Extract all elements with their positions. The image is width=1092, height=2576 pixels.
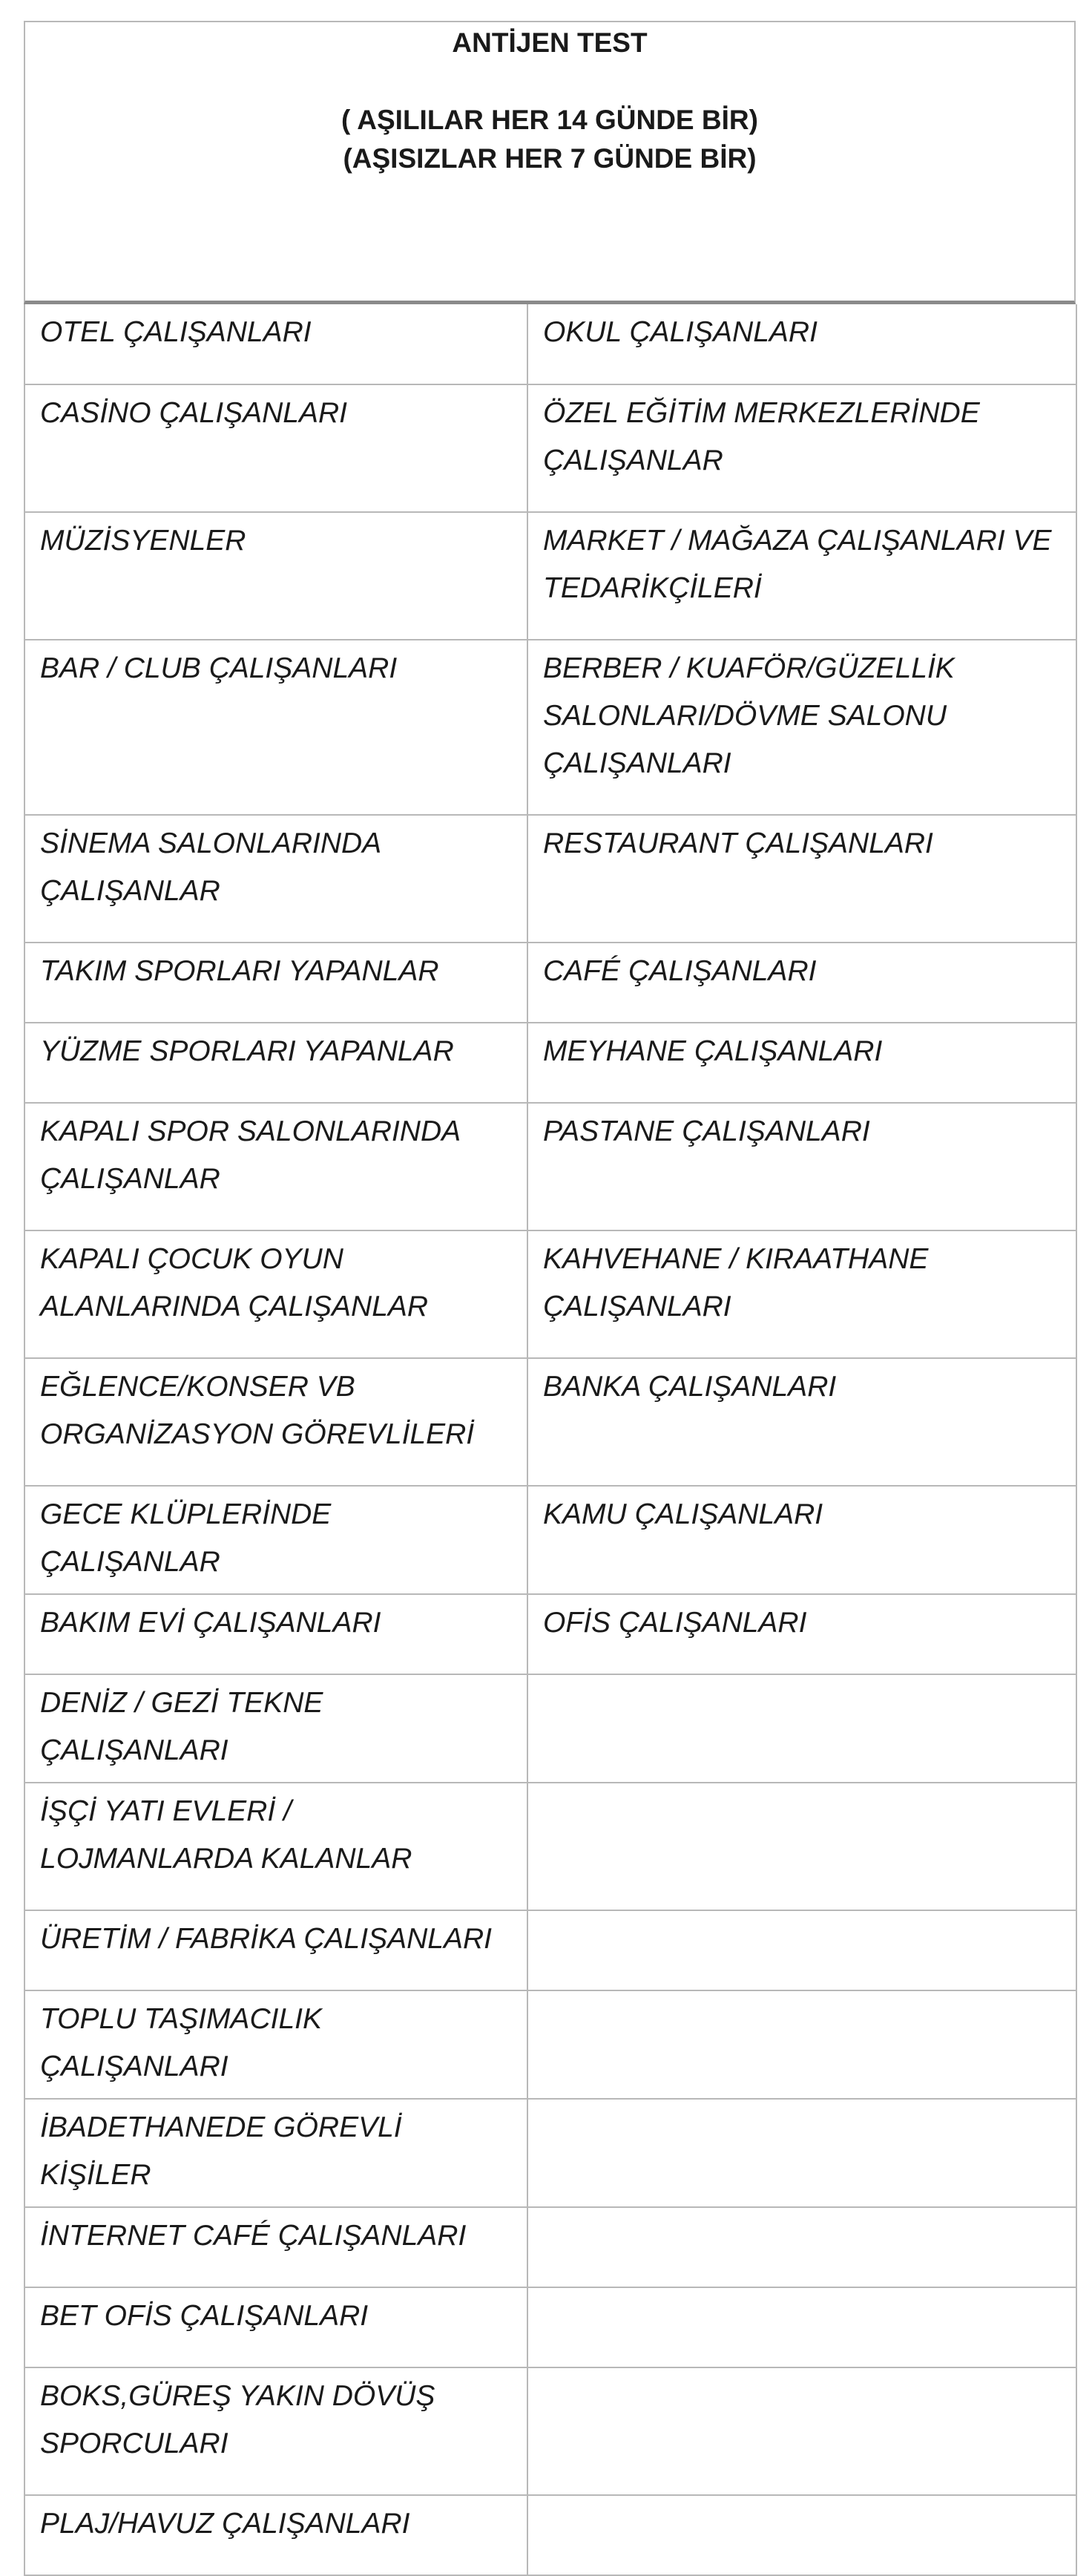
table-row bbox=[24, 2495, 1076, 2575]
table-cell-right: MARKET / MAĞAZA ÇALIŞANLARI VE TEDARİKÇİLERİ bbox=[527, 512, 1076, 640]
occupation-table bbox=[24, 304, 1077, 2576]
table-row bbox=[24, 304, 1076, 384]
table-row bbox=[24, 512, 1076, 640]
table-row bbox=[24, 384, 1076, 512]
table-row bbox=[24, 1230, 1076, 1358]
table-cell-left: SİNEMA SALONLARINDA ÇALIŞANLAR bbox=[24, 815, 527, 943]
table-cell-left: İBADETHANEDE GÖREVLİ KİŞİLER bbox=[24, 2099, 527, 2207]
table-cell-left: PLAJ/HAVUZ ÇALIŞANLARI bbox=[24, 2495, 527, 2575]
table-row bbox=[24, 1358, 1076, 1486]
table-row bbox=[24, 1103, 1076, 1230]
document-title: ANTİJEN TEST bbox=[452, 27, 648, 58]
table-row bbox=[24, 640, 1076, 815]
table-row bbox=[24, 2367, 1076, 2495]
table-row bbox=[24, 1486, 1076, 1594]
table-cell-left: ÜRETİM / FABRİKA ÇALIŞANLARI bbox=[24, 1910, 527, 1990]
table-cell-left: YÜZME SPORLARI YAPANLAR bbox=[24, 1023, 527, 1103]
header-line-vaccinated: ( AŞILILAR HER 14 GÜNDE BİR) bbox=[341, 105, 758, 135]
table-cell-right bbox=[527, 1783, 1076, 1910]
table-cell-right bbox=[527, 1990, 1076, 2099]
table-cell-right bbox=[527, 2495, 1076, 2575]
table-cell-left: BAKIM EVİ ÇALIŞANLARI bbox=[24, 1594, 527, 1674]
table-cell-right bbox=[527, 2287, 1076, 2367]
table-row bbox=[24, 1990, 1076, 2099]
table-cell-right bbox=[527, 2207, 1076, 2287]
document bbox=[24, 21, 1076, 2576]
table-cell-right: BANKA ÇALIŞANLARI bbox=[527, 1358, 1076, 1486]
table-cell-left: CASİNO ÇALIŞANLARI bbox=[24, 384, 527, 512]
header-line-unvaccinated: (AŞISIZLAR HER 7 GÜNDE BİR) bbox=[343, 143, 757, 174]
table-row bbox=[24, 815, 1076, 943]
table-cell-left: TOPLU TAŞIMACILIK ÇALIŞANLARI bbox=[24, 1990, 527, 2099]
table-cell-right: MEYHANE ÇALIŞANLARI bbox=[527, 1023, 1076, 1103]
table-cell-right: PASTANE ÇALIŞANLARI bbox=[527, 1103, 1076, 1230]
table-row bbox=[24, 2099, 1076, 2207]
table-cell-left: EĞLENCE/KONSER VB ORGANİZASYON GÖREVLİLERİ bbox=[24, 1358, 527, 1486]
table-cell-left: OTEL ÇALIŞANLARI bbox=[24, 304, 527, 384]
table-cell-left: TAKIM SPORLARI YAPANLAR bbox=[24, 943, 527, 1023]
table-row bbox=[24, 943, 1076, 1023]
table-cell-right: RESTAURANT ÇALIŞANLARI bbox=[527, 815, 1076, 943]
table-cell-right bbox=[527, 2367, 1076, 2495]
table-cell-left: KAPALI ÇOCUK OYUN ALANLARINDA ÇALIŞANLAR bbox=[24, 1230, 527, 1358]
table-row bbox=[24, 1783, 1076, 1910]
table-cell-left: DENİZ / GEZİ TEKNE ÇALIŞANLARI bbox=[24, 1674, 527, 1783]
table-cell-left: İŞÇİ YATI EVLERİ / LOJMANLARDA KALANLAR bbox=[24, 1783, 527, 1910]
header-box bbox=[24, 21, 1076, 304]
table-cell-right: BERBER / KUAFÖR/GÜZELLİK SALONLARI/DÖVME SALONU ÇALIŞANLARI bbox=[527, 640, 1076, 815]
table-row bbox=[24, 1910, 1076, 1990]
table-cell-left: İNTERNET CAFÉ ÇALIŞANLARI bbox=[24, 2207, 527, 2287]
table-cell-left: MÜZİSYENLER bbox=[24, 512, 527, 640]
table-cell-right bbox=[527, 1910, 1076, 1990]
table-row bbox=[24, 1594, 1076, 1674]
table-cell-left: KAPALI SPOR SALONLARINDA ÇALIŞANLAR bbox=[24, 1103, 527, 1230]
table-cell-left: BAR / CLUB ÇALIŞANLARI bbox=[24, 640, 527, 815]
table-row bbox=[24, 2287, 1076, 2367]
table-cell-left: BOKS,GÜREŞ YAKIN DÖVÜŞ SPORCULARI bbox=[24, 2367, 527, 2495]
table-cell-right: ÖZEL EĞİTİM MERKEZLERİNDE ÇALIŞANLAR bbox=[527, 384, 1076, 512]
table-cell-right: OFİS ÇALIŞANLARI bbox=[527, 1594, 1076, 1674]
table-row bbox=[24, 2207, 1076, 2287]
table-cell-right: KAMU ÇALIŞANLARI bbox=[527, 1486, 1076, 1594]
table-row bbox=[24, 1023, 1076, 1103]
table-cell-right bbox=[527, 2099, 1076, 2207]
header-spacer bbox=[25, 62, 1074, 101]
table-cell-left: BET OFİS ÇALIŞANLARI bbox=[24, 2287, 527, 2367]
table-cell-right bbox=[527, 1674, 1076, 1783]
table-row bbox=[24, 1674, 1076, 1783]
table-cell-right: OKUL ÇALIŞANLARI bbox=[527, 304, 1076, 384]
table-cell-left: GECE KLÜPLERİNDE ÇALIŞANLAR bbox=[24, 1486, 527, 1594]
table-cell-right: KAHVEHANE / KIRAATHANE ÇALIŞANLARI bbox=[527, 1230, 1076, 1358]
table-cell-right: CAFÉ ÇALIŞANLARI bbox=[527, 943, 1076, 1023]
